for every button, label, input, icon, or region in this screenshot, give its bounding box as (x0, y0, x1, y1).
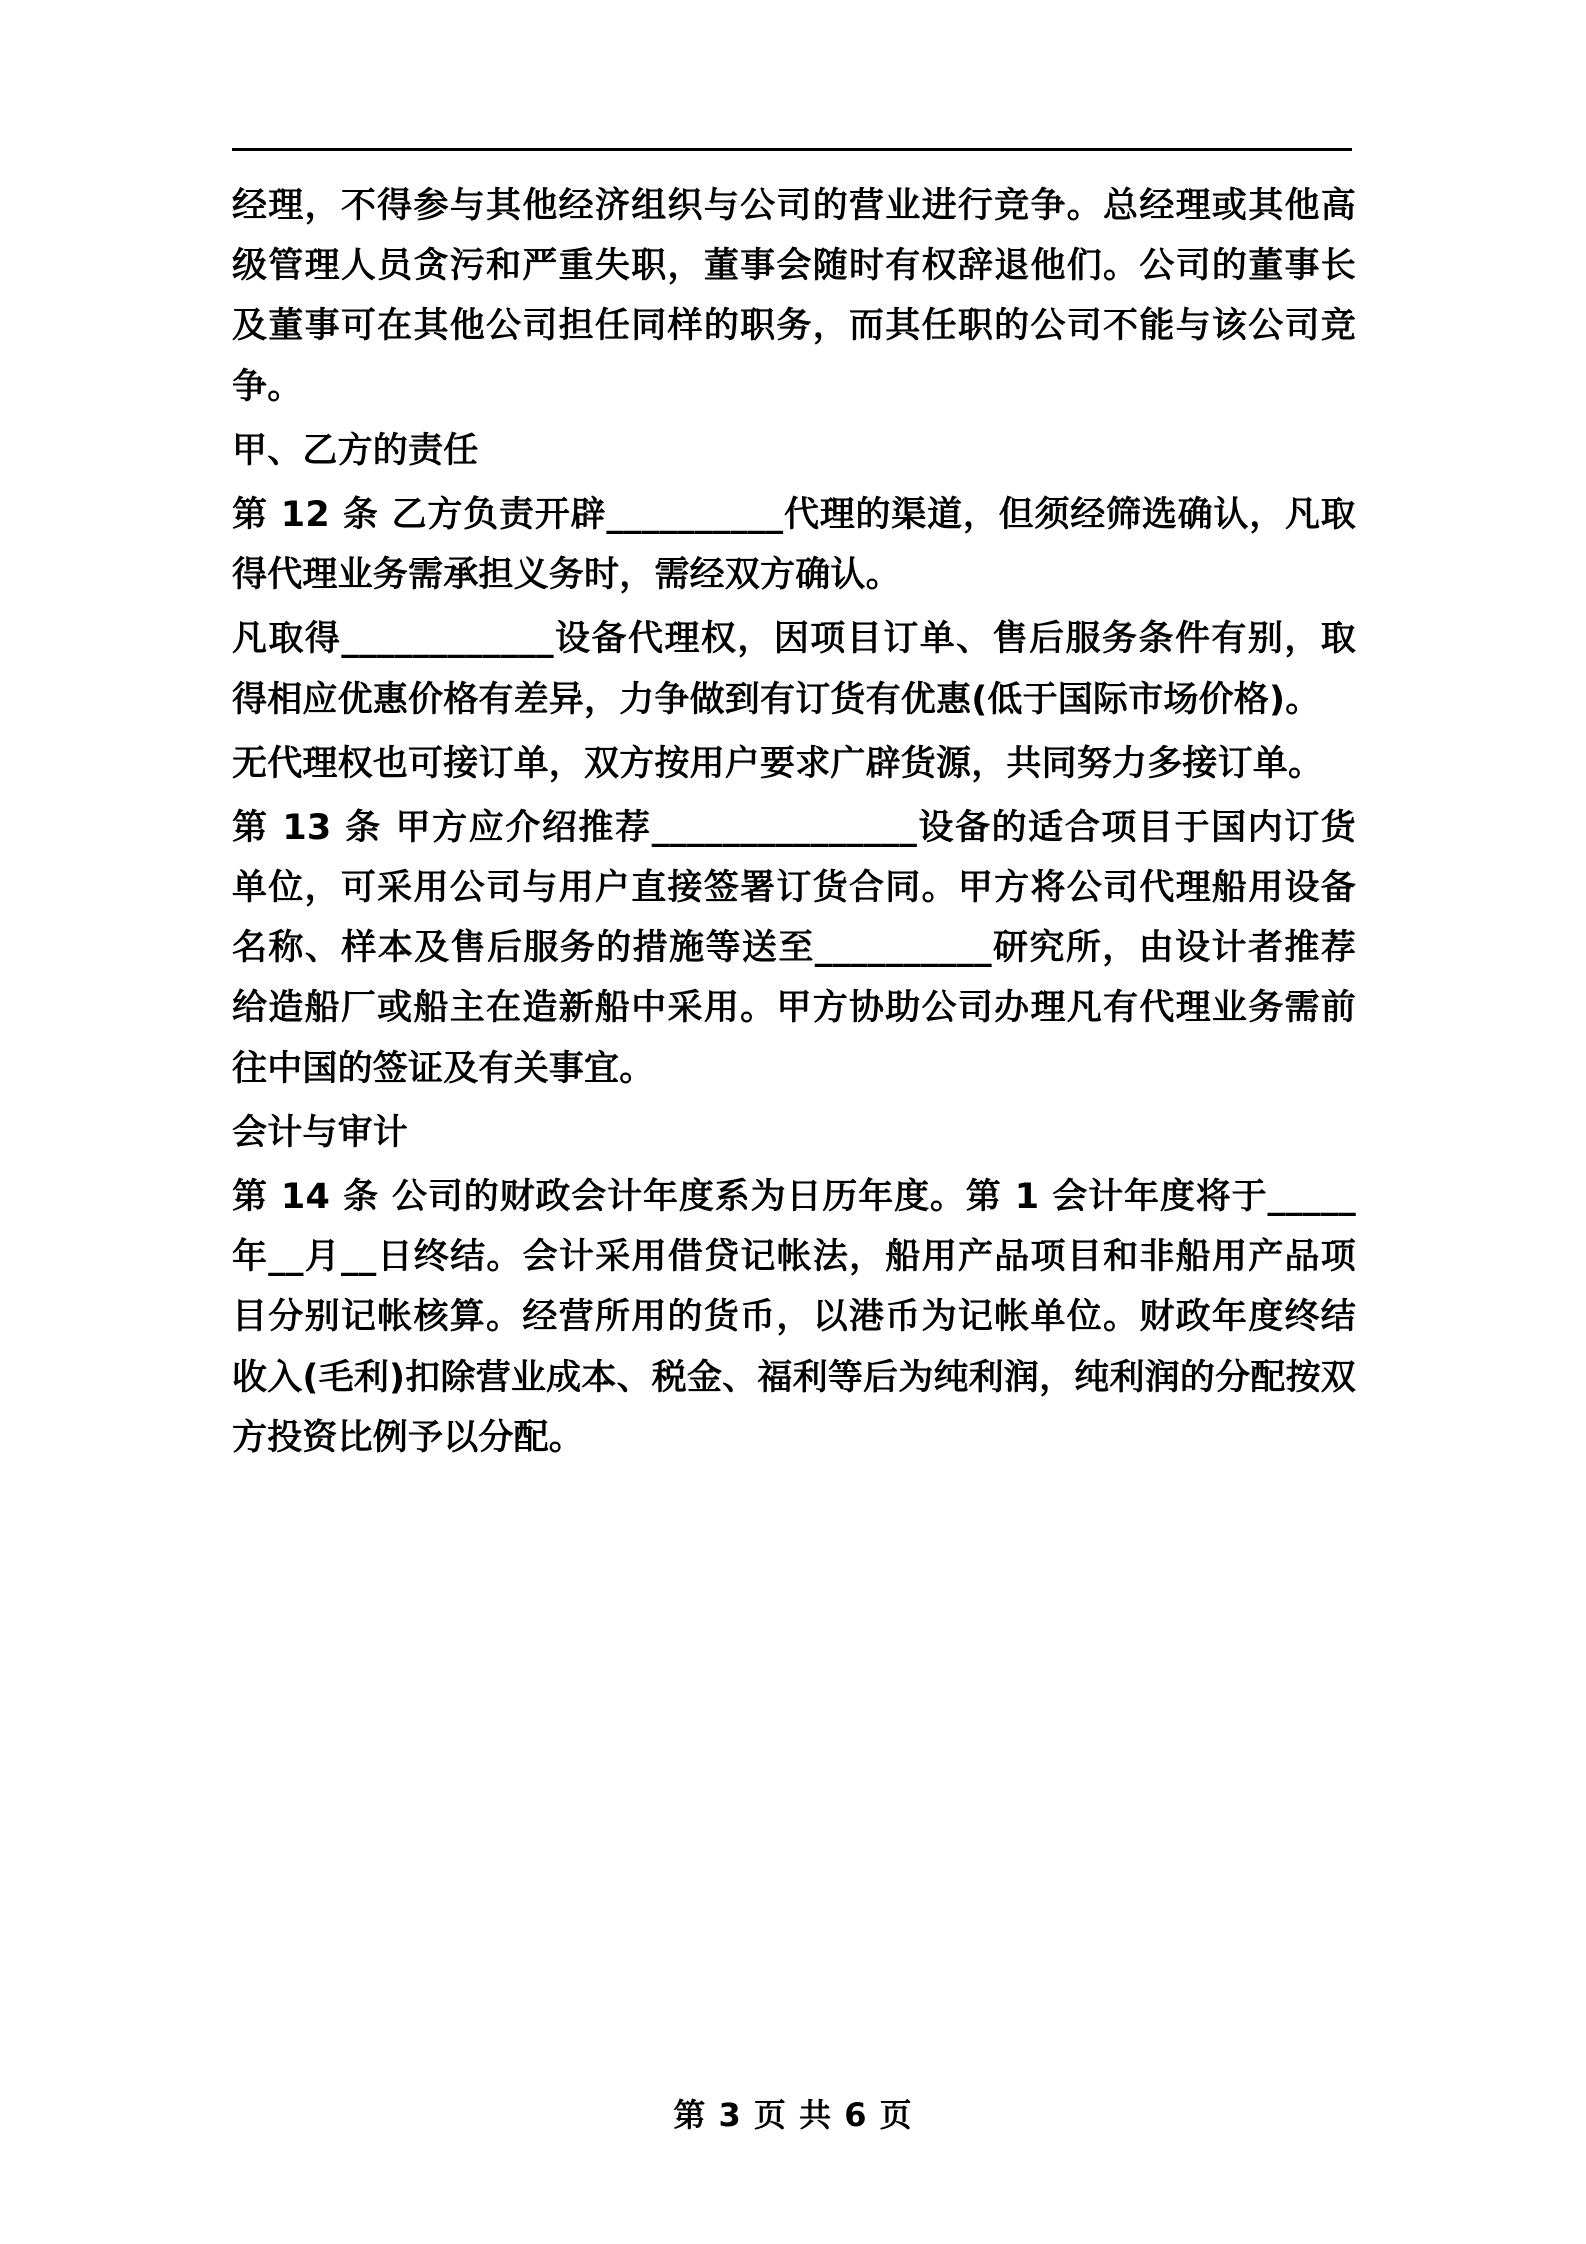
heading-responsibility: 甲、乙方的责任 (232, 430, 479, 471)
article-12-sub-1: 凡取得____________设备代理权，因项目订单、售后服务条件有别，取得相应优惠价格有差异，力争做到有订货有优惠(低于国际市场价格)。 (232, 619, 1356, 720)
page-footer: 第 3 页 共 6 页 (673, 2096, 913, 2134)
heading-accounting: 会计与审计 (232, 1112, 409, 1153)
paragraph-continuation: 经理，不得参与其他经济组织与公司的营业进行竞争。总经理或其他高级管理人员贪污和严重失职，董事会随时有权辞退他们。公司的董事长及董事可在其他公司担任同样的职务，而其任职的公司不能与该公司竞争。 (232, 186, 1356, 407)
article-12: 第 12 条 乙方负责开辟__________代理的渠道，但须经筛选确认，凡取得代理业务需承担义务时，需经双方确认。 (232, 494, 1356, 596)
article-13: 第 13 条 甲方应介绍推荐_______________设备的适合项目于国内订货单位，可采用公司与用户直接签署订货合同。甲方将公司代理船用设备名称、样本及售后服务的措施等送至__________研究所，由设计者推荐给造船厂或船主在造新船中采用。甲方协助公司办理凡有代理业务需前往中国的签证及有关事宜。 (232, 807, 1356, 1089)
article-12-sub-2: 无代理权也可接订单，双方按用户要求广辟货源，共同努力多接订单。 (232, 743, 1324, 784)
document-body (232, 176, 1356, 1472)
article-14: 第 14 条 公司的财政会计年度系为日历年度。第 1 会计年度将于_____年__月__日终结。会计采用借贷记帐法，船用产品项目和非船用产品项目分别记帐核算。经营所用的货币，以港币为记帐单位。财政年度终结收入(毛利)扣除营业成本、税金、福利等后为纯利润，纯利润的分配按双方投资比例予以分配。 (232, 1177, 1356, 1458)
header-rule (232, 148, 1352, 151)
